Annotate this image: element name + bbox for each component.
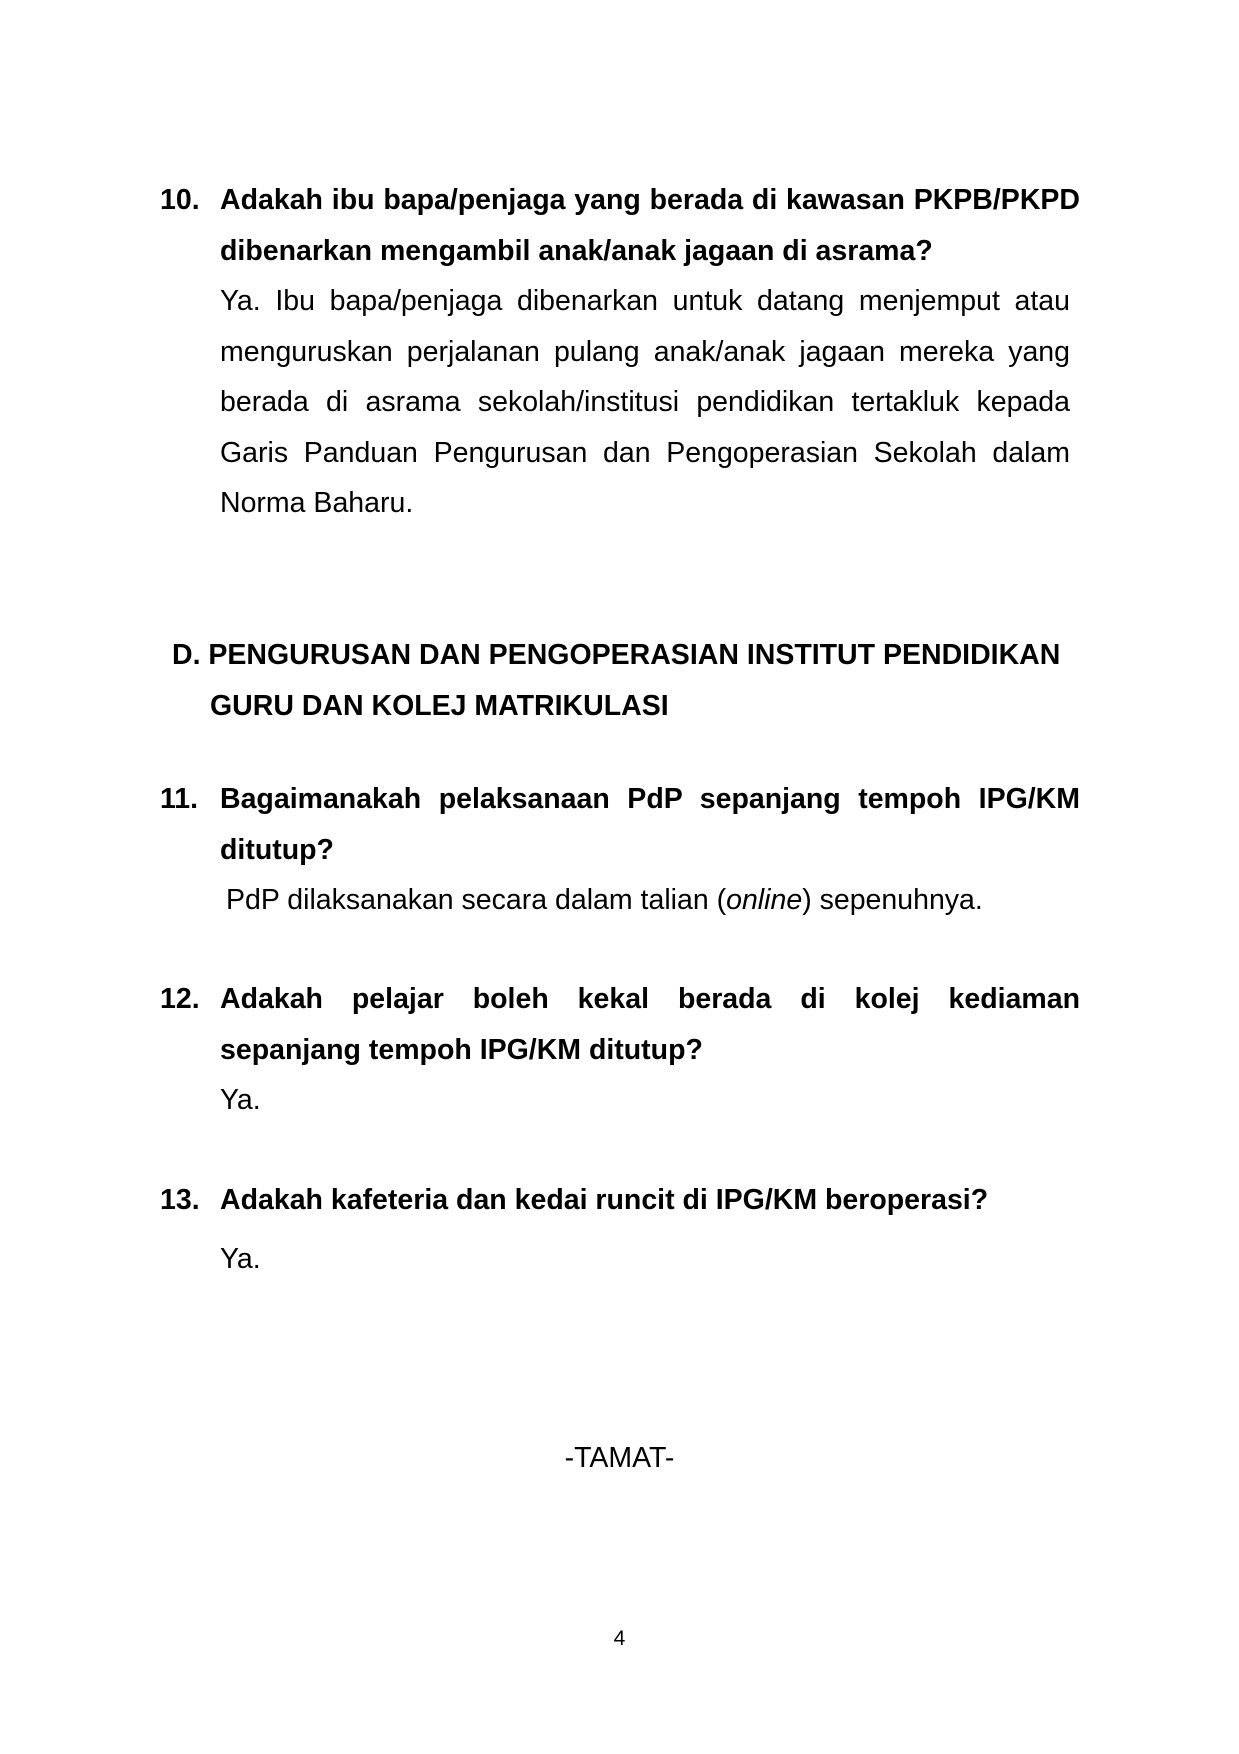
answer-text-start: PdP dilaksanakan secara dalam talian (	[226, 884, 727, 916]
faq-item-11	[160, 774, 1080, 926]
answer-text: Ya. Ibu bapa/penjaga dibenarkan untuk datang menjemput atau menguruskan perjalanan pulang anak/anak jagaan mereka yang berada di asrama sekolah/institusi pendidikan tertakluk kepada Garis Panduan Pengurusan dan Pengoperasian Sekolah dalam Norma Baharu.	[220, 285, 1070, 519]
answer-text	[220, 875, 1080, 926]
question-number: 10.	[160, 184, 200, 216]
question-number: 13.	[160, 1184, 200, 1216]
question-text: Adakah ibu bapa/penjaga yang berada di kawasan PKPB/PKPD dibenarkan mengambil anak/anak jagaan di asrama?	[220, 184, 1080, 267]
answer-text: Ya.	[220, 1084, 261, 1116]
page-number: 4	[613, 1627, 626, 1650]
answer-text: Ya.	[220, 1242, 261, 1275]
answer-text-end: ) sepenuhnya.	[802, 884, 983, 916]
faq-item-10	[160, 175, 1080, 529]
question-number: 12.	[160, 983, 200, 1015]
answer-text-italic: online	[726, 884, 803, 916]
question-text: Bagaimanakah pelaksanaan PdP sepanjang tempoh IPG/KM ditutup?	[220, 783, 1080, 866]
faq-item-12	[160, 974, 1080, 1126]
section-heading	[172, 630, 1092, 731]
section-heading-line1: D. PENGURUSAN DAN PENGOPERASIAN INSTITUT PENDIDIKAN	[172, 639, 1061, 671]
question-text: Adakah pelajar boleh kekal berada di kolej kediaman sepanjang tempoh IPG/KM ditutup?	[220, 983, 1080, 1066]
section-heading-line2: GURU DAN KOLEJ MATRIKULASI	[210, 689, 669, 722]
closing-text: -TAMAT-	[564, 1442, 675, 1474]
question-text: Adakah kafeteria dan kedai runcit di IPG/KM beroperasi?	[220, 1184, 989, 1216]
faq-item-13	[160, 1175, 1080, 1284]
question-number: 11.	[160, 783, 199, 815]
